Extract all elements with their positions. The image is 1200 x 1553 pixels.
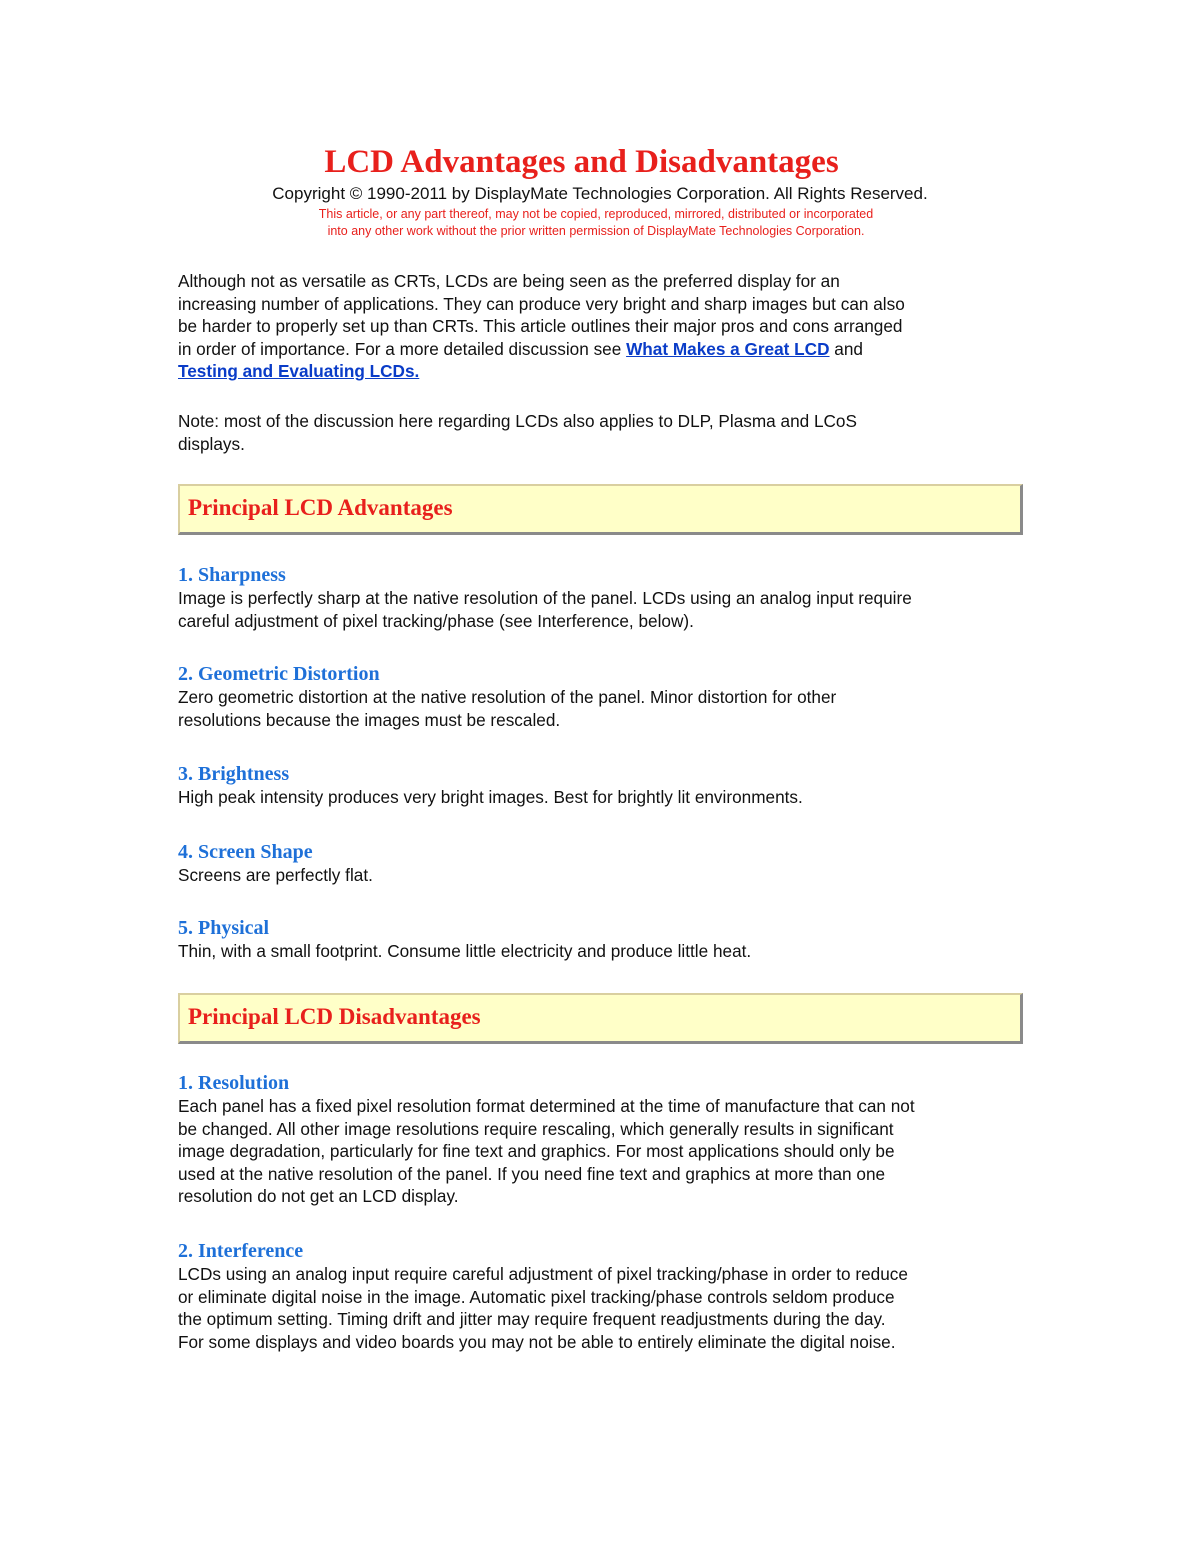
disadvantage-text-line: resolution do not get an LCD display. <box>178 1186 459 1207</box>
advantage-text-line: Zero geometric distortion at the native resolution of the panel. Minor distortion for other <box>178 687 837 707</box>
intro-line <box>178 338 1038 361</box>
intro-line: be harder to properly set up than CRTs. This article outlines their major pros and cons arranged <box>178 316 903 337</box>
disadvantage-item <box>178 1239 1038 1353</box>
advantage-title: 4. Screen Shape <box>178 841 313 863</box>
advantage-text-line: Screens are perfectly flat. <box>178 865 373 885</box>
intro-line: Although not as versatile as CRTs, LCDs are being seen as the preferred display for an <box>178 271 840 291</box>
intro-line <box>178 360 1038 383</box>
advantage-text-line: resolutions because the images must be rescaled. <box>178 709 561 730</box>
intro-paragraph <box>178 270 1038 383</box>
disadvantage-text-line: Each panel has a fixed pixel resolution format determined at the time of manufacture that can not <box>178 1096 915 1116</box>
disadvantage-text-line: or eliminate digital noise in the image. Automatic pixel tracking/phase controls seldom produce <box>178 1286 895 1307</box>
advantage-item <box>178 662 1038 731</box>
intro-text: and <box>829 338 863 359</box>
advantages-heading: Principal LCD Advantages <box>188 495 453 520</box>
note-line: Note: most of the discussion here regarding LCDs also applies to DLP, Plasma and LCoS <box>178 411 857 431</box>
what-makes-a-great-lcd-link[interactable]: What Makes a Great LCD <box>626 338 830 359</box>
advantage-title: 5. Physical <box>178 917 270 939</box>
advantage-title: 3. Brightness <box>178 763 290 785</box>
page-title: LCD Advantages and Disadvantages <box>324 144 839 180</box>
advantages-heading-box <box>178 484 1023 535</box>
disadvantage-text-line: used at the native resolution of the panel. If you need fine text and graphics at more than one <box>178 1163 886 1184</box>
note-line: displays. <box>178 433 245 454</box>
copyright-notice-line: into any other work without the prior written permission of DisplayMate Technologies Corporation. <box>327 224 865 238</box>
intro-text: in order of importance. For a more detailed discussion see <box>178 338 627 359</box>
disadvantage-title: 2. Interference <box>178 1240 304 1262</box>
disadvantage-text-line: LCDs using an analog input require careful adjustment of pixel tracking/phase in order to reduce <box>178 1264 908 1284</box>
disadvantage-text-line: For some displays and video boards you may not be able to entirely eliminate the digital noise. <box>178 1331 896 1352</box>
advantage-title: 2. Geometric Distortion <box>178 663 380 685</box>
copyright-line: Copyright © 1990-2011 by DisplayMate Technologies Corporation. All Rights Reserved. <box>272 184 928 203</box>
advantage-text-line: Image is perfectly sharp at the native resolution of the panel. LCDs using an analog input require <box>178 588 912 608</box>
disadvantage-item <box>178 1071 1038 1208</box>
intro-line: increasing number of applications. They can produce very bright and sharp images but can also <box>178 293 905 314</box>
advantage-item <box>178 762 1038 809</box>
advantage-text-line: Thin, with a small footprint. Consume little electricity and produce little heat. <box>178 941 752 961</box>
copyright-notice-line: This article, or any part thereof, may not be copied, reproduced, mirrored, distributed or incorporated <box>318 207 874 221</box>
advantage-text-line: careful adjustment of pixel tracking/phase (see Interference, below). <box>178 610 694 631</box>
advantage-text-line: High peak intensity produces very bright images. Best for brightly lit environments. <box>178 787 803 807</box>
testing-and-evaluating-lcds-link[interactable]: Testing and Evaluating LCDs. <box>178 361 420 382</box>
disadvantage-text-line: the optimum setting. Timing drift and jitter may require frequent readjustments during the day. <box>178 1309 886 1330</box>
note-paragraph <box>178 410 1038 455</box>
advantage-item <box>178 916 1038 963</box>
disadvantage-text-line: image degradation, particularly for fine text and graphics. For most applications should only be <box>178 1141 895 1162</box>
disadvantages-heading-box <box>178 993 1023 1044</box>
disadvantage-text-line: be changed. All other image resolutions require rescaling, which generally results in significant <box>178 1118 894 1139</box>
disadvantages-heading: Principal LCD Disadvantages <box>188 1004 481 1029</box>
advantage-item <box>178 840 1038 887</box>
disadvantage-title: 1. Resolution <box>178 1072 290 1094</box>
advantage-item <box>178 563 1038 632</box>
advantage-title: 1. Sharpness <box>178 564 286 586</box>
